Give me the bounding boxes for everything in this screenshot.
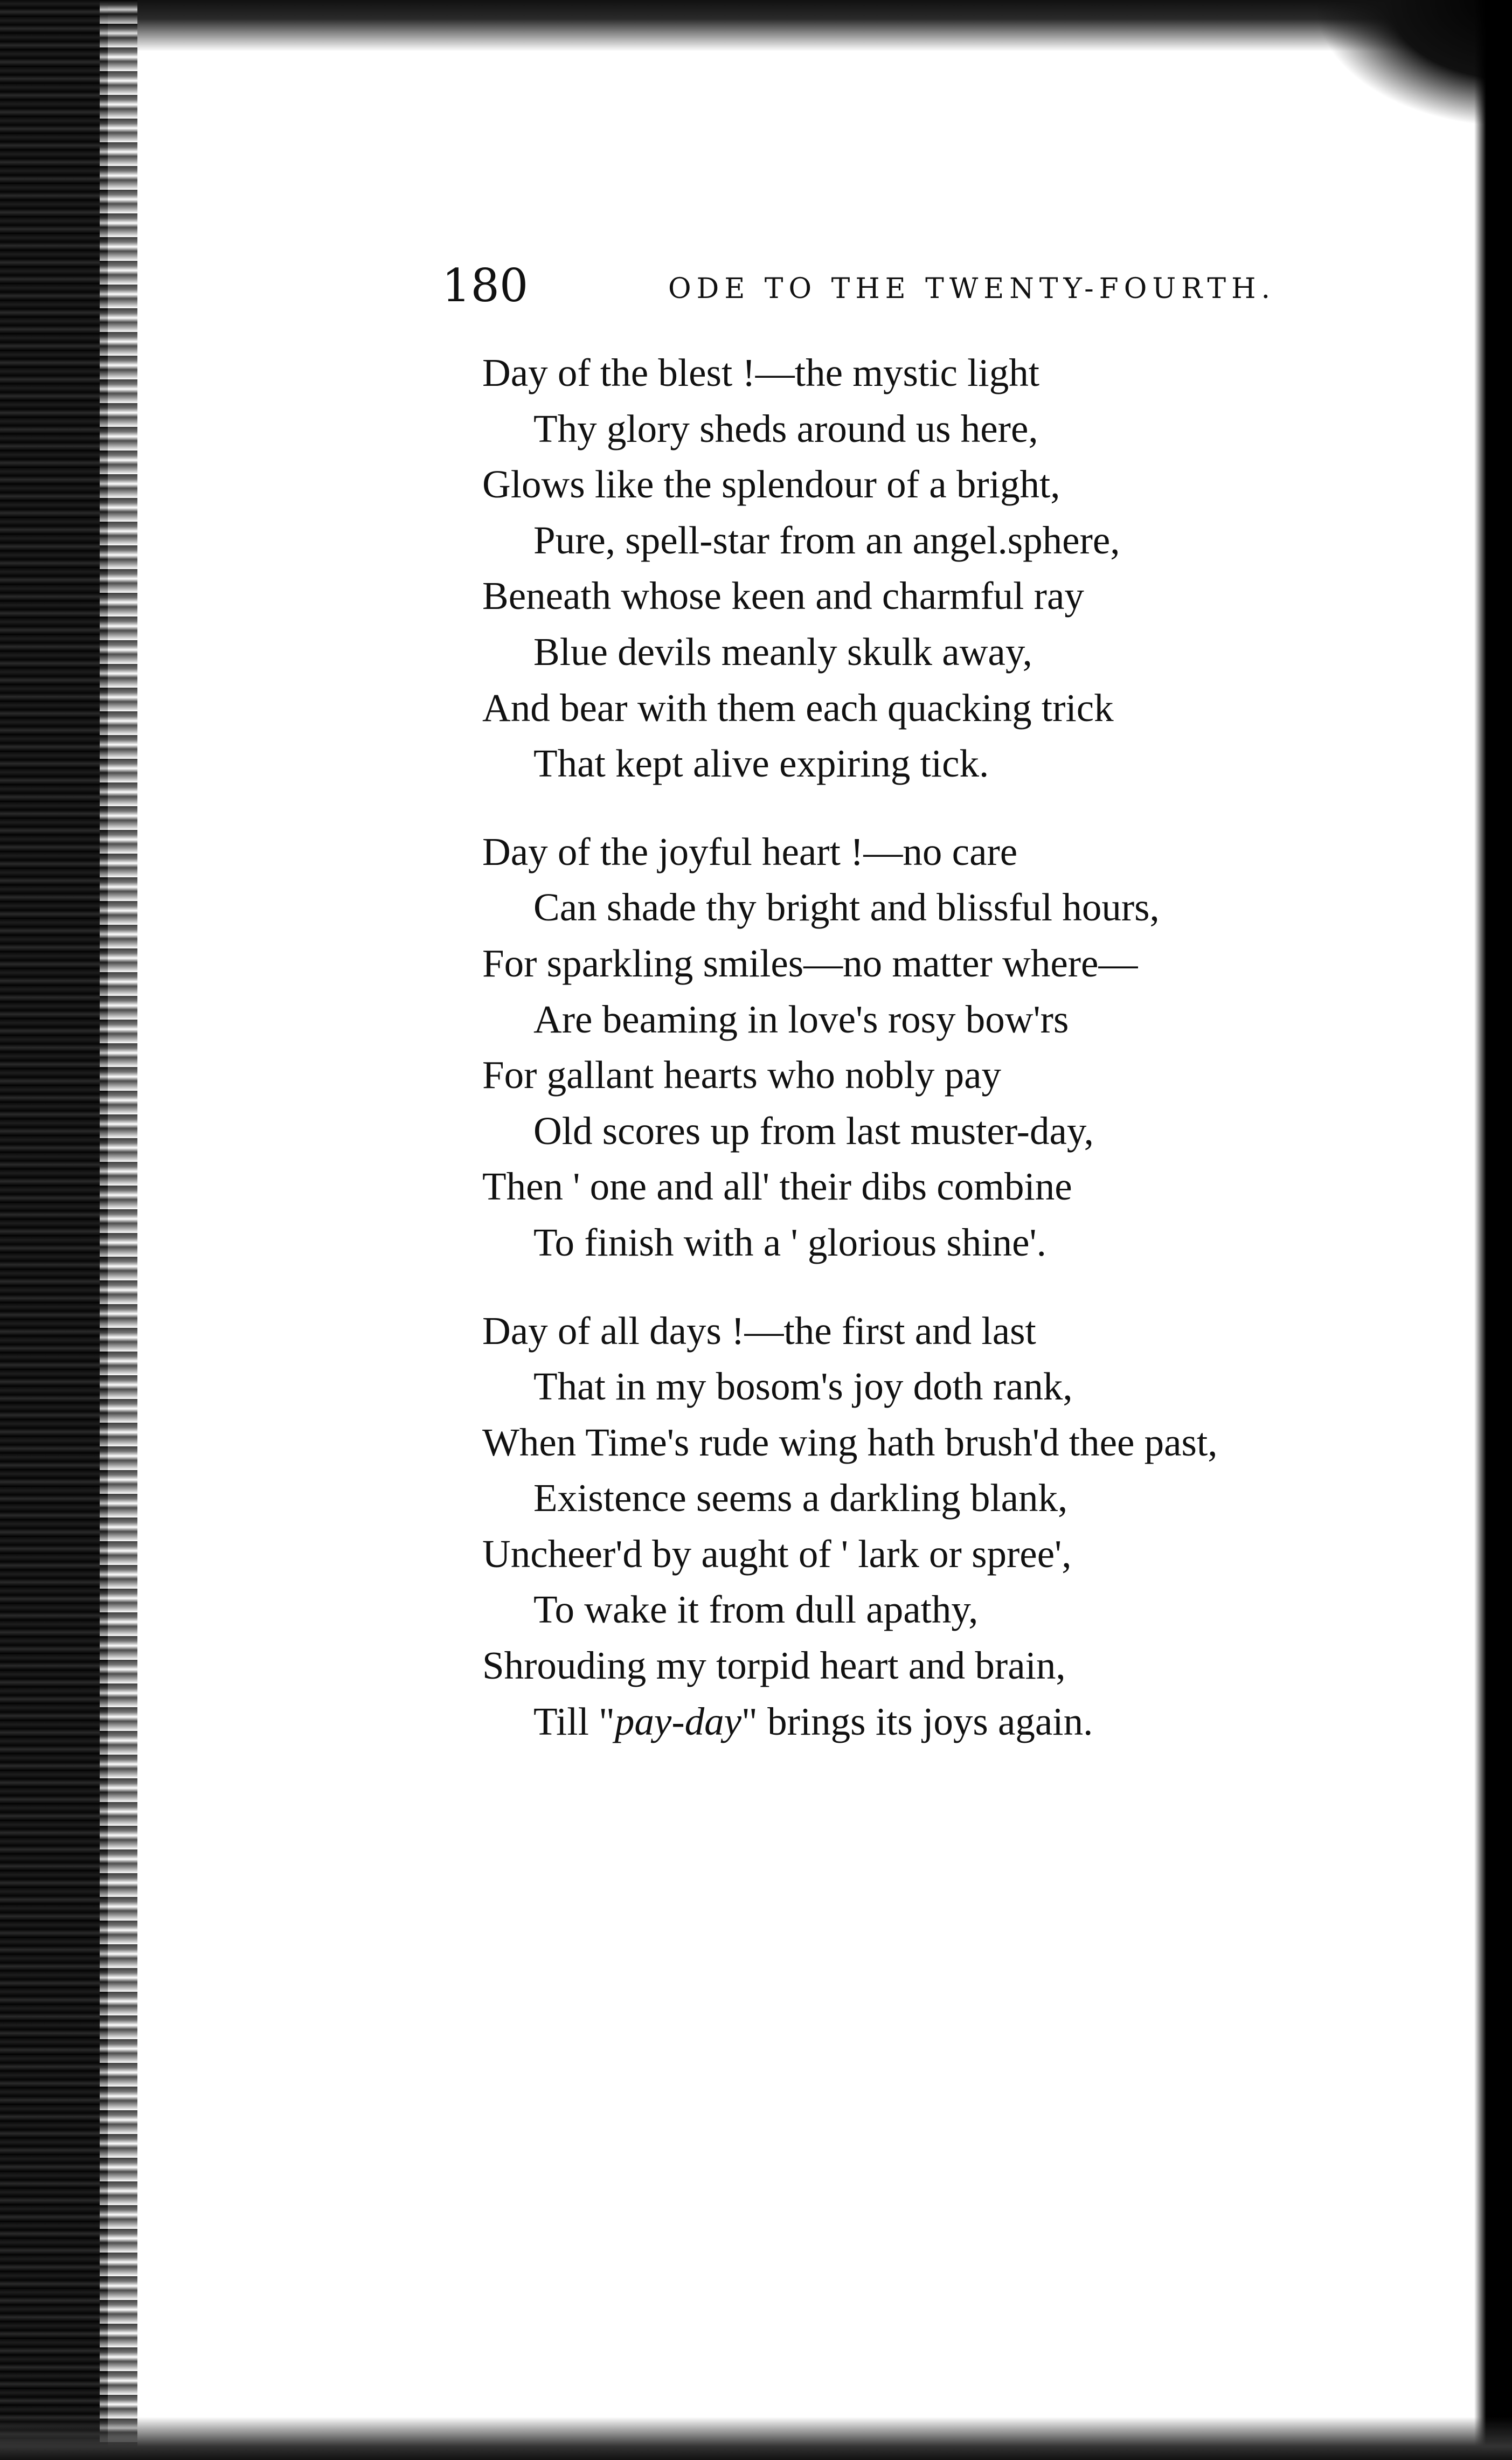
poem-line: Beneath whose keen and charmful ray	[482, 574, 1084, 618]
poem-line: Day of the blest !—the mystic light	[482, 351, 1039, 394]
running-title: ODE TO THE TWENTY-FOURTH.	[668, 273, 1275, 305]
poem-line: Day of all days !—the first and last	[482, 1308, 1036, 1353]
poem-line: Old scores up from last muster-day,	[533, 1108, 1094, 1153]
poem-line: Blue devils meanly skulk away,	[533, 629, 1032, 674]
poem-line: Uncheer'd by aught of ' lark or spree',	[482, 1532, 1072, 1576]
poem-line-last	[482, 1694, 1431, 1750]
poem-line: That in my bosom's joy doth rank,	[533, 1364, 1073, 1409]
poem-line: Pure, spell-star from an angel.sphere,	[533, 518, 1120, 562]
scan-border-top	[0, 0, 1512, 51]
scan-border-bottom	[0, 2417, 1512, 2460]
poem-line: Existence seems a darkling blank,	[533, 1476, 1068, 1520]
page-number: 180	[442, 259, 529, 312]
stanza-2	[482, 824, 1431, 1271]
poem-line: That kept alive expiring tick.	[533, 742, 989, 786]
poem-line: Are beaming in love's rosy bow'rs	[533, 997, 1069, 1041]
poem-line: To wake it from dull apathy,	[533, 1588, 979, 1632]
emphasized-word: pay-day	[614, 1699, 742, 1743]
poem-line: For sparkling smiles—no matter where—	[482, 941, 1138, 985]
poem-line: For gallant hearts who nobly pay	[482, 1053, 1002, 1097]
poem-line: Thy glory sheds around us here,	[533, 406, 1038, 451]
poem-line: Glows like the splendour of a bright,	[482, 462, 1060, 507]
poem-line: Day of the joyful heart !—no care	[482, 829, 1018, 874]
poem-line: When Time's rude wing hath brush'd thee past,	[482, 1420, 1218, 1464]
scan-border-left	[0, 0, 108, 2460]
poem-line: And bear with them each quacking trick	[482, 685, 1114, 730]
poem-line: To finish with a ' glorious shine'.	[533, 1220, 1046, 1264]
poem-line: Then ' one and all' their dibs combine	[482, 1165, 1072, 1209]
poem-line: Can shade thy bright and blissful hours,	[533, 885, 1160, 930]
page-header	[442, 259, 1275, 328]
stanza-1	[482, 345, 1431, 792]
poem	[482, 345, 1431, 1782]
poem-line-part: Till "	[533, 1699, 615, 1743]
stanza-3	[482, 1303, 1431, 1750]
scan-border-right	[1474, 0, 1512, 2460]
poem-line-part: " brings its joys again.	[741, 1699, 1093, 1743]
poem-line: Shrouding my torpid heart and brain,	[482, 1644, 1066, 1688]
